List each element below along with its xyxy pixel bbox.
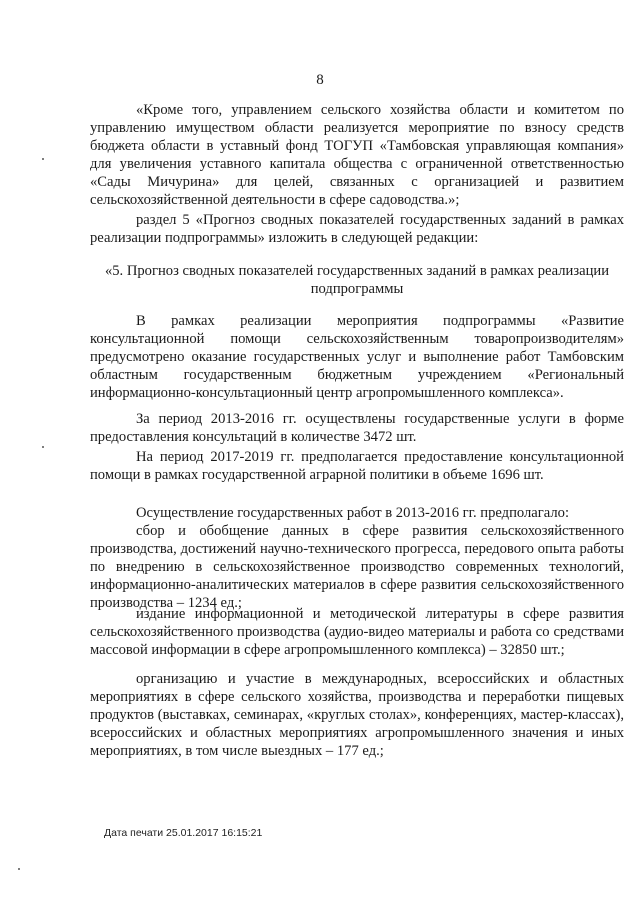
print-date-footer: Дата печати 25.01.2017 16:15:21: [104, 827, 263, 839]
section-heading: «5. Прогноз сводных показателей государственных заданий в рамках реализации подпрограммы: [104, 263, 610, 297]
scan-speck: [42, 158, 44, 160]
paragraph-section-5-instruction: раздел 5 «Прогноз сводных показателей государственных заданий в рамках реализации подпрограммы» изложить в следующей редакции:: [90, 212, 624, 246]
paragraph-sady-michurina: «Кроме того, управлением сельского хозяйства области и комитетом по управлению имуществом области реализуется мероприятие по взносу средств бюджета области в уставный фонд ТОГУП «Тамбовская управляющая компания» для увеличения уставного капитала общества с ограниченной ответственностью «Сады Мичурина» для целей, связанных с организацией и развитием сельскохозяйственной деятельности в сфере садоводства.»;: [90, 102, 624, 208]
list-item-publishing: издание информационной и методической литературы в сфере развития сельскохозяйственного производства (аудио-видео материалы и работа со средствами массовой информации в сфере агропромышленного комплекса) – 32850 шт.;: [90, 606, 624, 658]
paragraph-services-2017-2019: На период 2017-2019 гг. предполагается предоставление консультационной помощи в рамках государственной аграрной политики в объеме 1696 шт.: [90, 449, 624, 483]
scan-speck: [42, 446, 44, 448]
page-number: 8: [316, 72, 324, 88]
list-item-events: организацию и участие в международных, всероссийских и областных мероприятиях в сфере сельского хозяйства, производства и переработки пищевых продуктов (выставках, семинарах, «круглых столах», конференциях, мастер-классах), всероссийских и областных мероприятиях агропромышленного значения и иных мероприятиях, в том числе выездных – 177 ед.;: [90, 671, 624, 759]
scan-speck: [18, 868, 20, 870]
list-item-data-collection: сбор и обобщение данных в сфере развития сельскохозяйственного производства, достижений научно-технического прогресса, передового опыта работы по внедрению в сельскохозяйственное производство современных технологий, информационно-аналитических материалов в сфере развития сельскохозяйственного производства – 1234 ед.;: [90, 523, 624, 611]
paragraph-works-intro: Осуществление государственных работ в 2013-2016 гг. предполагало:: [136, 505, 570, 521]
paragraph-services-2013-2016: За период 2013-2016 гг. осуществлены государственные услуги в форме предоставления консультаций в количестве 3472 шт.: [90, 411, 624, 445]
paragraph-consulting-subprogram: В рамках реализации мероприятия подпрограммы «Развитие консультационной помощи сельскохозяйственным товаропроизводителям» предусмотрено оказание государственных услуг и выполнение работ Тамбовским областным государственным бюджетным учреждением «Региональный информационно-консультационный центр агропромышленного комплекса».: [90, 313, 624, 401]
